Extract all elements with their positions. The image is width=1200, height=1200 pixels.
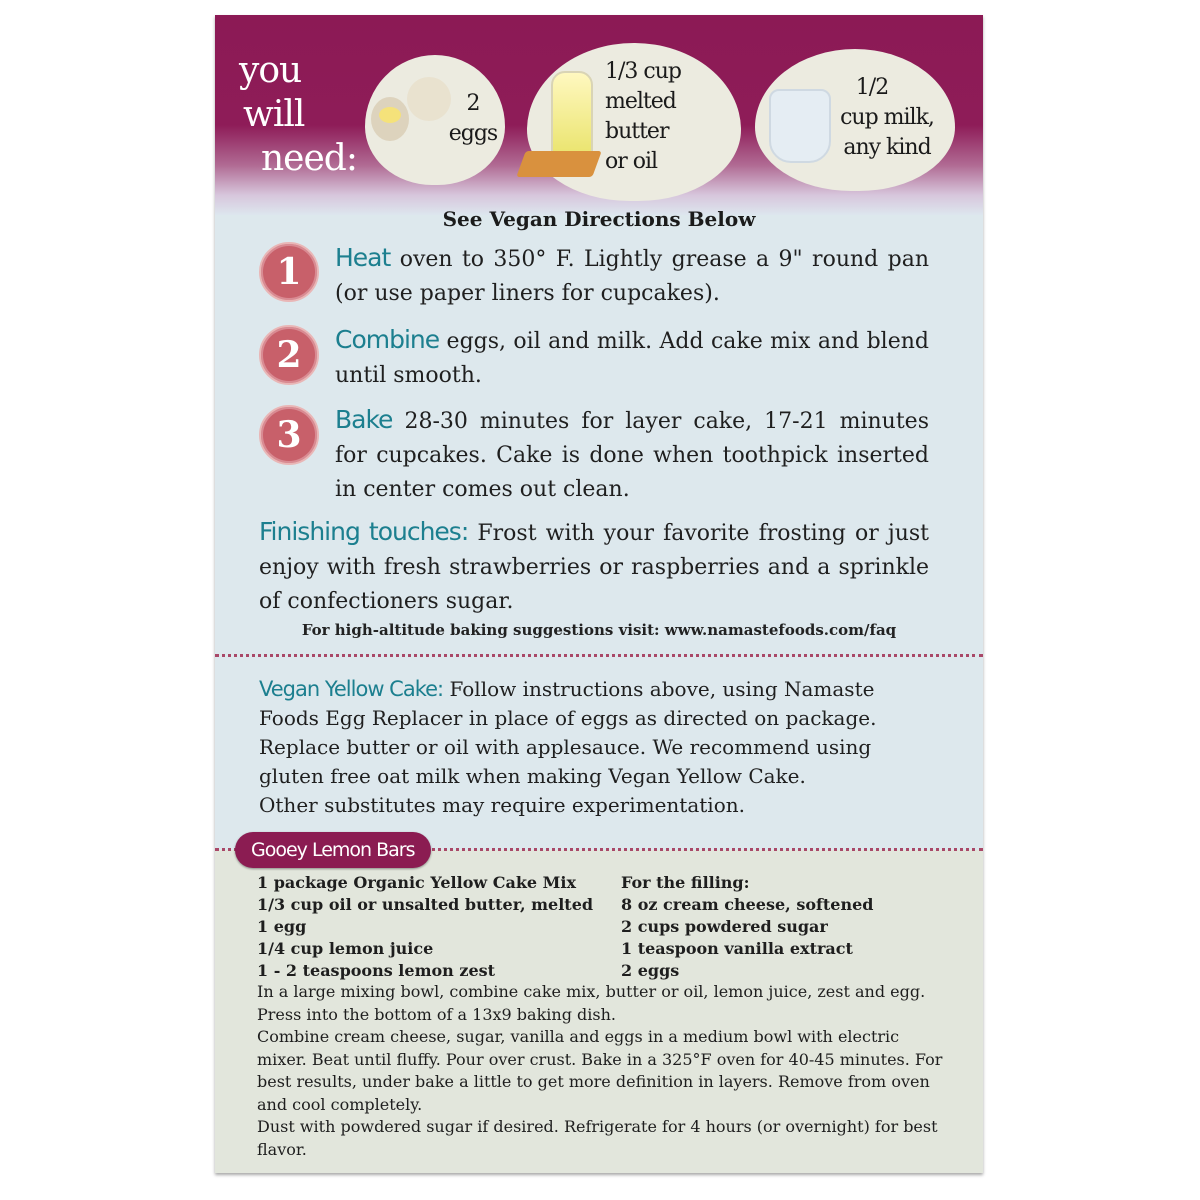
ingredient-item: 1 - 2 teaspoons lemon zest [257,961,496,980]
step-2-text [335,323,929,393]
step-keyword: Bake [335,405,393,434]
ingredient-item: 8 oz cream cheese, softened [621,895,874,914]
step-1-text [335,241,929,311]
label-line: you [239,50,302,91]
step-body: 28-30 minutes for layer cake, 17-21 minutes for cupcakes. Cake is done when toothpick inserted in center comes out clean. [335,409,929,502]
vegan-yellow-cake [259,675,931,820]
ingredient-line: 1/2 [855,75,889,100]
finishing-body: Frost with your favorite frosting or just enjoy with fresh strawberries or raspberries and a sprinkle of confectioners sugar. [259,521,929,614]
see-vegan-directions-note: See Vegan Directions Below [442,207,756,231]
step-1-badge: 1 [259,242,319,302]
ingredient-line: or oil [605,149,658,174]
label-line: will [243,94,305,135]
filling-ingredients [621,872,873,982]
vegan-body-note: Other substitutes may require experimentation. [259,793,745,817]
lemon-bars-title: Gooey Lemon Bars [235,832,431,868]
ingredient-line: any kind [843,135,931,160]
ingredient-text [825,73,949,163]
ingredient-line: 1/3 cup [605,59,681,84]
high-altitude-note: For high-altitude baking suggestions visit: www.namastefoods.com/faq [301,621,897,639]
direction-paragraph: In a large mixing bowl, combine cake mix, butter or oil, lemon juice, zest and egg. Press into the bottom of a 13x9 baking dish. [257,982,926,1024]
ingredient-line: eggs [448,121,498,146]
label-line: need: [261,138,357,179]
dotted-divider [215,654,983,657]
ingredient-text [605,57,715,177]
ingredient-item: 2 cups powdered sugar [621,917,828,936]
milk-jug-icon [769,89,831,163]
ingredient-item: 1 teaspoon vanilla extract [621,939,853,958]
finishing-keyword: Finishing touches: [259,517,469,546]
step-2-badge: 2 [259,325,319,385]
ingredient-item: For the filling: [621,873,750,892]
yolk-icon [379,107,401,123]
ingredient-item: 2 eggs [621,961,680,980]
you-will-need-label [239,49,357,181]
ingredient-item: 1 package Organic Yellow Cake Mix [257,873,576,892]
step-body: oven to 350° F. Lightly grease a 9" round pan (or use paper liners for cupcakes). [335,247,929,306]
step-3-text [335,403,929,507]
finishing-touches [259,515,929,619]
ingredient-text [445,89,501,149]
ingredient-line: butter [605,119,669,144]
ingredient-eggs [365,55,505,185]
ingredient-line: 2 [466,91,480,116]
direction-paragraph: Combine cream cheese, sugar, vanilla and eggs in a medium bowl with electric mixer. Beat until fluffy. Pour over crust. Bake in a 325°F oven for 40-45 minutes. For best results, under bake a little to get more definition in layers. Remove from oven and cool completely. [257,1027,943,1114]
ingredient-item: 1 egg [257,917,307,936]
butter-icon [516,151,601,177]
step-keyword: Combine [335,325,440,354]
step-3-badge: 3 [259,405,319,465]
step-keyword: Heat [335,243,391,272]
oil-bottle-icon [551,71,593,161]
ingredient-line: cup milk, [840,105,934,130]
ingredient-line: melted [605,89,676,114]
ingredient-milk [755,49,955,191]
crust-ingredients [257,872,593,982]
lemon-bars-directions [257,981,947,1161]
vegan-keyword: Vegan Yellow Cake: [259,677,444,701]
ingredient-butter-oil [527,43,741,201]
step-body: eggs, oil and milk. Add cake mix and blend until smooth. [335,329,929,388]
recipe-card [215,15,983,1173]
vegan-body: Follow instructions above, using Namaste Foods Egg Replacer in place of eggs as directed on package. Replace butter or oil with applesauce. We recommend using gluten free oat milk when making Vegan Yellow Cake. [259,677,877,788]
you-will-need-header [215,15,983,215]
ingredient-item: 1/4 cup lemon juice [257,939,434,958]
ingredient-item: 1/3 cup oil or unsalted butter, melted [257,895,594,914]
direction-paragraph: Dust with powdered sugar if desired. Refrigerate for 4 hours (or overnight) for best flavor. [257,1117,938,1159]
